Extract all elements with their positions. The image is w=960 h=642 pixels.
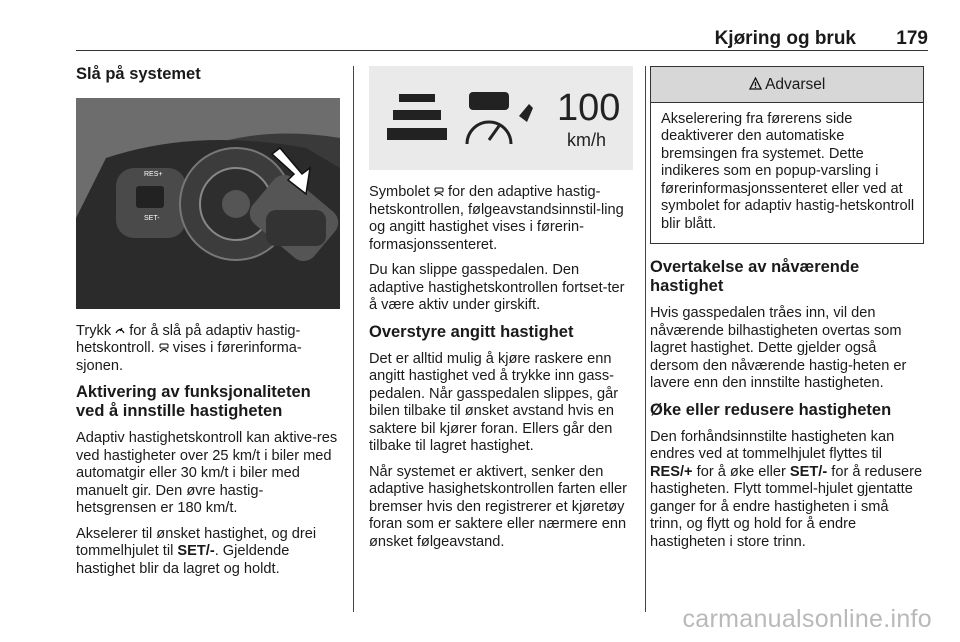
acc-symbol-icon <box>159 342 169 353</box>
page-header <box>76 28 928 48</box>
col1-para-1: Trykk for å slå på adaptiv hastig-hetskontroll. vises i førerinforma-sjonen. <box>76 322 302 374</box>
acc-symbol-icon <box>434 186 444 197</box>
section-title: Kjøring og bruk <box>714 28 856 49</box>
col1-para-2: Adaptiv hastighetskontroll kan aktive-res ved hastigheter over 25 km/t i biler med automatgir eller 30 km/t i biler med manuelt gir. Den øvre hastig-hetsgrensen er 180 km/t. <box>76 430 338 516</box>
set-label: SET- <box>144 214 160 222</box>
steering-wheel-controls-image <box>76 98 340 309</box>
heading-enable-system: Slå på systemet <box>76 65 201 83</box>
cluster-display-image <box>369 66 633 170</box>
col1-para-3: Akselerer til ønsket hastighet, og drei tommelhjulet til SET/-. Gjeldende hastighet blir da lagret og holdt. <box>76 525 317 577</box>
warning-body: Akselerering fra førerens side deaktiverer den automatiske bremsingen fra systemet. Dette indikeres som en popup-varsling i førerinformasjonssenteret eller ved at symbolet for adaptiv hastig-hetskontroll blir blått. <box>661 110 915 232</box>
acc-button-icon <box>115 325 125 336</box>
col2-para-2: Du kan slippe gasspedalen. Den adaptive hastighetskontrollen fortset-ter å være aktiv under girskift. <box>369 262 625 313</box>
speed-unit: km/h <box>567 130 607 150</box>
col2-para-4: Når systemet er aktivert, senker den adaptive hasighetskontrollen farten eller bremser hvis den registrerer et kjøretøy foran som er saktere eller nærmere enn ønsket følgeavstand. <box>369 463 627 550</box>
watermark: carmanualsonline.info <box>682 605 932 633</box>
warning-box <box>650 66 924 244</box>
warning-title: Advarsel <box>765 76 826 93</box>
res-label: RES+ <box>144 170 163 178</box>
column-2 <box>369 66 635 559</box>
col3-para-1: Hvis gasspedalen tråes inn, vil den nåværende bilhastigheten overtas som lagret hastighet. Dette gjelder også dersom den nåværende hastig-heten er lavere enn den innstilte hastigheten. <box>650 305 907 391</box>
warning-triangle-icon <box>749 77 762 90</box>
column-1 <box>76 66 342 586</box>
column-divider-1 <box>353 66 354 612</box>
page-number: 179 <box>896 28 928 49</box>
col2-para-3: Det er alltid mulig å kjøre raskere enn angitt hastighet ved å trykke inn gass-pedalen. Når gasspedalen slippes, går bilen tilbake til ønsket avstand hvis en saktere bil kjører foran. Ellers går den tilbake til lagret hastighet. <box>369 350 619 454</box>
heading-take-over-speed: Overtakelse av nåværende hastighet <box>650 258 860 295</box>
col3-para-2: Den forhåndsinnstilte hastigheten kan endres ved at tommelhjulet flyttes til RES/+ for å øke eller SET/- for å redusere hastigheten. Flytt tommel-hjulet gjentatte ganger for å endre hastigheten i små trinn, og flytt og hold for å endre hastigheten i store trinn. <box>650 428 923 550</box>
set-speed-value: 100 <box>557 87 621 129</box>
column-3 <box>650 66 924 559</box>
column-divider-2 <box>645 66 646 612</box>
col2-para-1: Symbolet for den adaptive hastig-hetskontrollen, følgeavstandsinnstil-ling og angitt hastighet vises i førerin-formasjonssenteret. <box>369 184 624 253</box>
header-rule <box>76 50 928 51</box>
heading-activation: Aktivering av funksjonaliteten ved å innstille hastigheten <box>76 383 311 420</box>
heading-override-speed: Overstyre angitt hastighet <box>369 322 574 341</box>
heading-adjust-speed: Øke eller redusere hastigheten <box>650 400 892 419</box>
warning-header <box>651 67 923 103</box>
